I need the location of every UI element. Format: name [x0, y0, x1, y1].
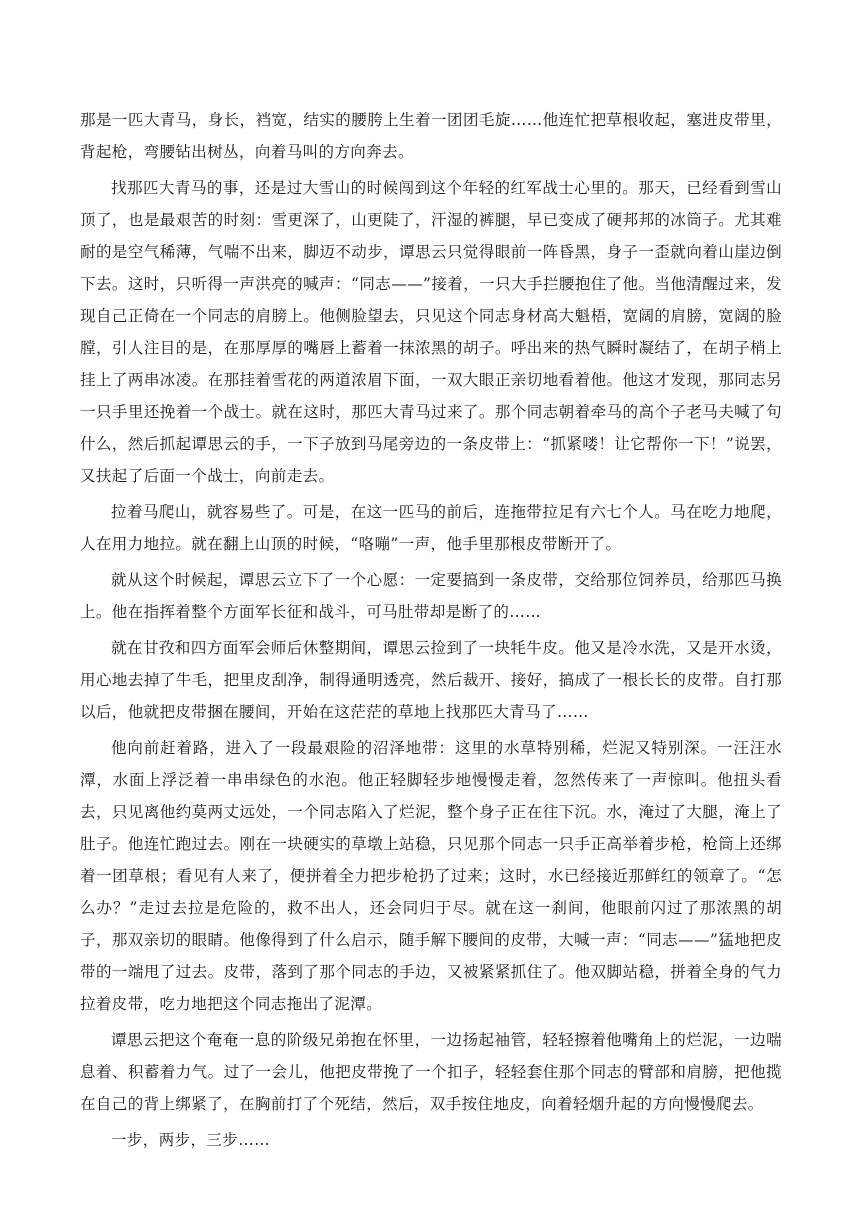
- paragraph-4: 就从这个时候起，谭思云立下了一个心愿：一定要搞到一条皮带，交给那位饲养员，给那匹马换上。他在指挥着整个方面军长征和战斗，可马肚带却是断了的……: [80, 571, 782, 621]
- document-body: [80, 104, 782, 1160]
- paragraph-3: 拉着马爬山，就容易些了。可是，在这一匹马的前后，连拖带拉足有六七个人。马在吃力地爬，人在用力地拉。就在翻上山顶的时候，“咯嘣”一声，他手里那根皮带断开了。: [80, 503, 782, 553]
- paragraph-7: 谭思云把这个奄奄一息的阶级兄弟抱在怀里，一边扬起袖管，轻轻擦着他嘴角上的烂泥，一边喘息着、积蓄着力气。过了一会儿，他把皮带挽了一个扣子，轻轻套住那个同志的臂部和肩膀，把他揽在自己的背上绑紧了，在胸前打了个死结，然后，双手按住地皮，向着轻烟升起的方向慢慢爬去。: [80, 1031, 782, 1113]
- paragraph-5: 就在甘孜和四方面军会师后休整期间，谭思云捡到了一块牦牛皮。他又是冷水洗，又是开水烫，用心地去掉了牛毛，把里皮刮净，制得通明透亮，然后裁开、接好，搞成了一根长长的皮带。自打那以后，他就把皮带捆在腰间，开始在这茫茫的草地上找那匹大青马了……: [80, 639, 782, 721]
- paragraph-1: 那是一匹大青马，身长，裆宽，结实的腰胯上生着一团团毛旋……他连忙把草根收起，塞进皮带里，背起枪，弯腰钻出树丛，向着马叫的方向奔去。: [80, 111, 782, 161]
- paragraph-8: 一步，两步，三步……: [111, 1131, 271, 1149]
- paragraph-6: 他向前赶着路，进入了一段最艰险的沼泽地带：这里的水草特别稀，烂泥又特别深。一汪汪水潭，水面上浮泛着一串串绿色的水泡。他正轻脚轻步地慢慢走着，忽然传来了一声惊叫。他扭头看去，只见离他约莫两丈远处，一个同志陷入了烂泥，整个身子正在往下沉。水，淹过了大腿，淹上了肚子。他连忙跑过去。刚在一块硬实的草墩上站稳，只见那个同志一只手正高举着步枪，枪筒上还绑着一团草根；看见有人来了，便拼着全力把步枪扔了过来；这时，水已经接近那鲜红的领章了。“怎么办？”走过去拉是危险的，救不出人，还会同归于尽。就在这一刹间，他眼前闪过了那浓黑的胡子，那双亲切的眼睛。他像得到了什么启示，随手解下腰间的皮带，大喊一声：“同志——”猛地把皮带的一端甩了过去。皮带，落到了那个同志的手边，又被紧紧抓住了。他双脚站稳，拼着全身的气力拉着皮带，吃力地把这个同志拖出了泥潭。: [80, 739, 782, 1013]
- paragraph-2: 找那匹大青马的事，还是过大雪山的时候闯到这个年轻的红军战士心里的。那天，已经看到雪山顶了，也是最艰苦的时刻：雪更深了，山更陡了，汗湿的裤腿，早已变成了硬邦邦的冰筒子。尤其难耐的是空气稀薄，气喘不出来，脚迈不动步，谭思云只觉得眼前一阵昏黑，身子一歪就向着山崖边倒下去。这时，只听得一声洪亮的喊声：“同志——”接着，一只大手拦腰抱住了他。当他清醒过来，发现自己正倚在一个同志的肩膀上。他侧脸望去，只见这个同志身材高大魁梧，宽阔的肩膀，宽阔的脸膛，引人注目的是，在那厚厚的嘴唇上蓄着一抹浓黑的胡子。呼出来的热气瞬时凝结了，在胡子梢上挂上了两串冰凌。在那挂着雪花的两道浓眉下面，一双大眼正亲切地看着他。他这才发现，那同志另一只手里还挽着一个战士。就在这时，那匹大青马过来了。那个同志朝着牵马的高个子老马夫喊了句什么，然后抓起谭思云的手，一下子放到马尾旁边的一条皮带上：“抓紧喽！让它帮你一下！”说罢，又扶起了后面一个战士，向前走去。: [80, 179, 782, 485]
